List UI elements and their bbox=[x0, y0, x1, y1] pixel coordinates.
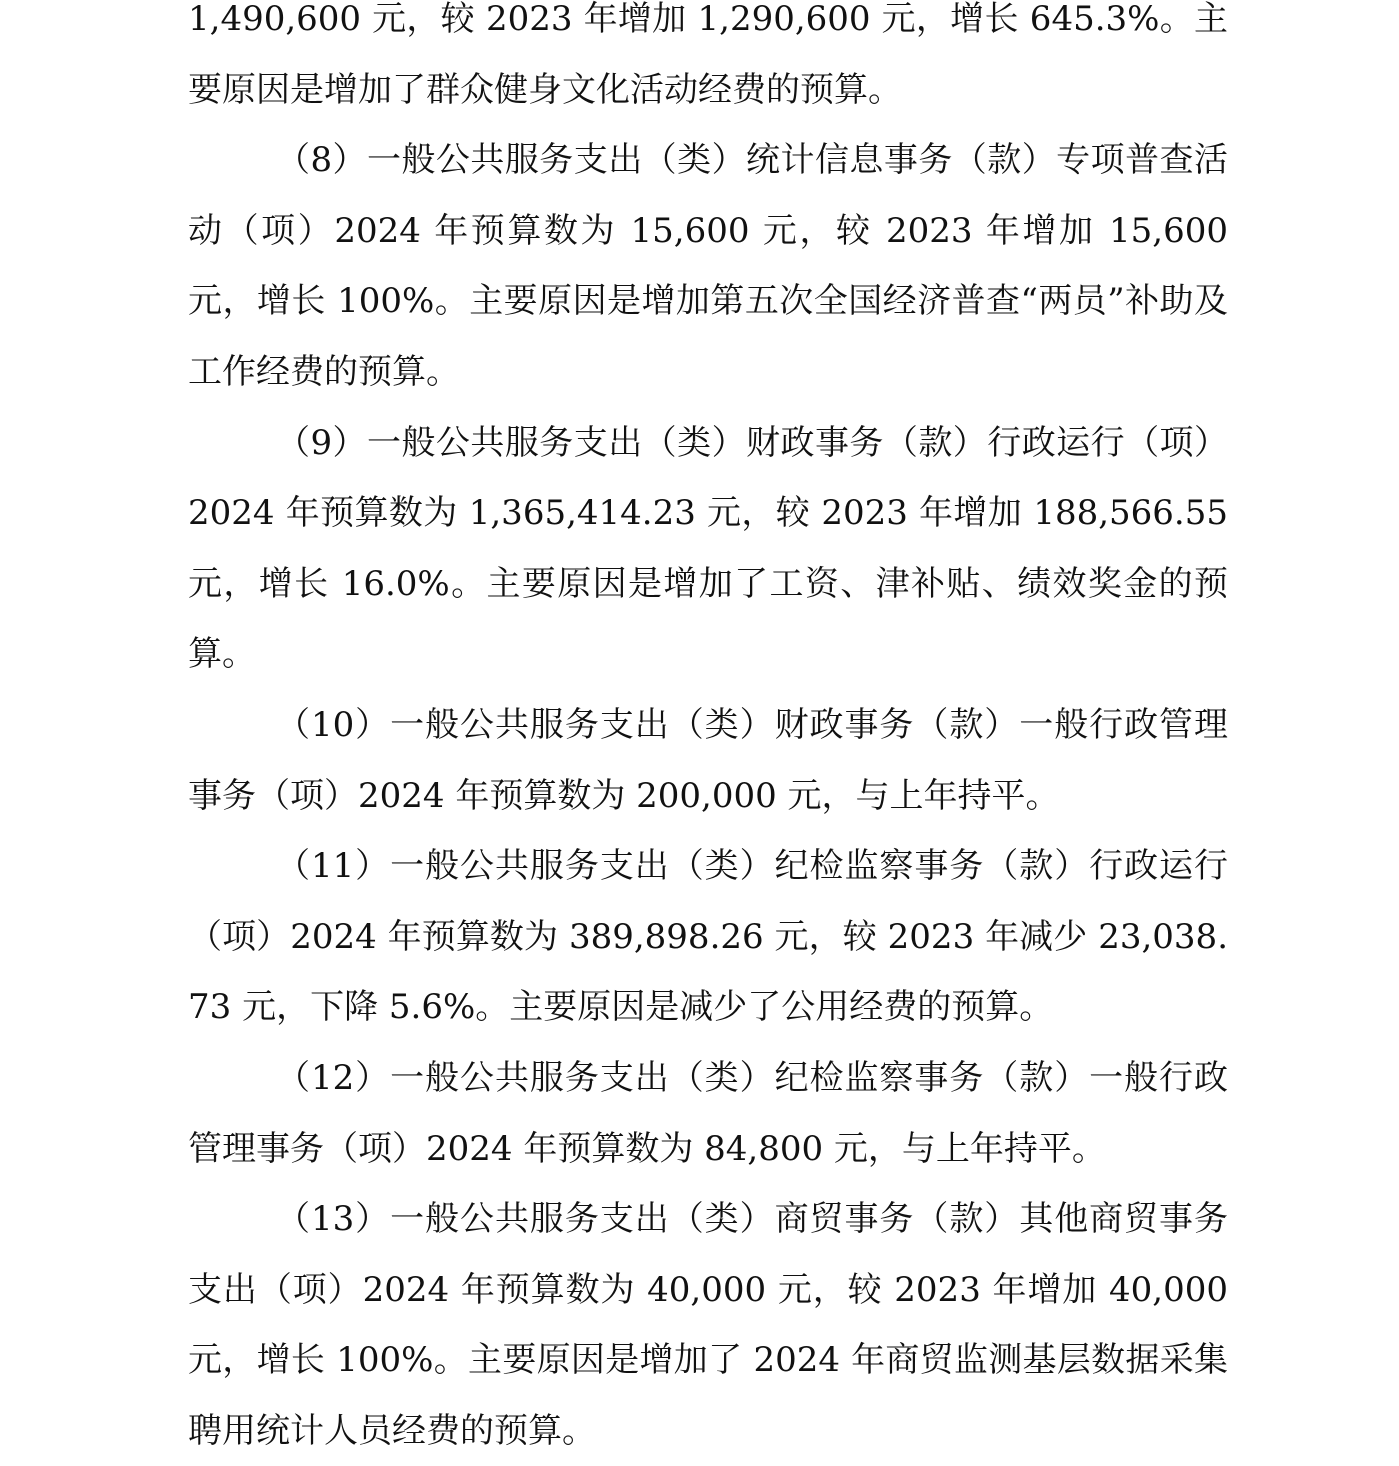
paragraph-continued: 1,490,600 元，较 2023 年增加 1,290,600 元，增长 645.3%。主要原因是增加了群众健身文化活动经费的预算。 bbox=[188, 0, 1228, 110]
paragraph-item-10: （10）一般公共服务支出（类）财政事务（款）一般行政管理事务（项）2024 年预算数为 200,000 元，与上年持平。 bbox=[188, 704, 1228, 816]
paragraph-item-9: （9）一般公共服务支出（类）财政事务（款）行政运行（项）2024 年预算数为 1,365,414.23 元，较 2023 年增加 188,566.55 元，增长 16.0%。主要原因是增加了工资、津补贴、绩效奖金的预算。 bbox=[188, 422, 1228, 675]
paragraph-item-11: （11）一般公共服务支出（类）纪检监察事务（款）行政运行（项）2024 年预算数为 389,898.26 元，较 2023 年减少 23,038.73 元，下降 5.6%。主要原因是减少了公用经费的预算。 bbox=[188, 846, 1228, 1028]
paragraph-item-8: （8）一般公共服务支出（类）统计信息事务（款）专项普查活动（项）2024 年预算数为 15,600 元，较 2023 年增加 15,600 元，增长 100%。主要原因是增加第五次全国经济普查“两员”补助及工作经费的预算。 bbox=[188, 140, 1228, 392]
paragraph-item-13: （13）一般公共服务支出（类）商贸事务（款）其他商贸事务支出（项）2024 年预算数为 40,000 元，较 2023 年增加 40,000 元，增长 100%。主要原因是增加了 2024 年商贸监测基层数据采集聘用统计人员经费的预算。 bbox=[188, 1199, 1228, 1451]
paragraph-item-12: （12）一般公共服务支出（类）纪检监察事务（款）一般行政管理事务（项）2024 年预算数为 84,800 元，与上年持平。 bbox=[188, 1057, 1228, 1169]
document-page bbox=[188, 0, 1228, 1457]
